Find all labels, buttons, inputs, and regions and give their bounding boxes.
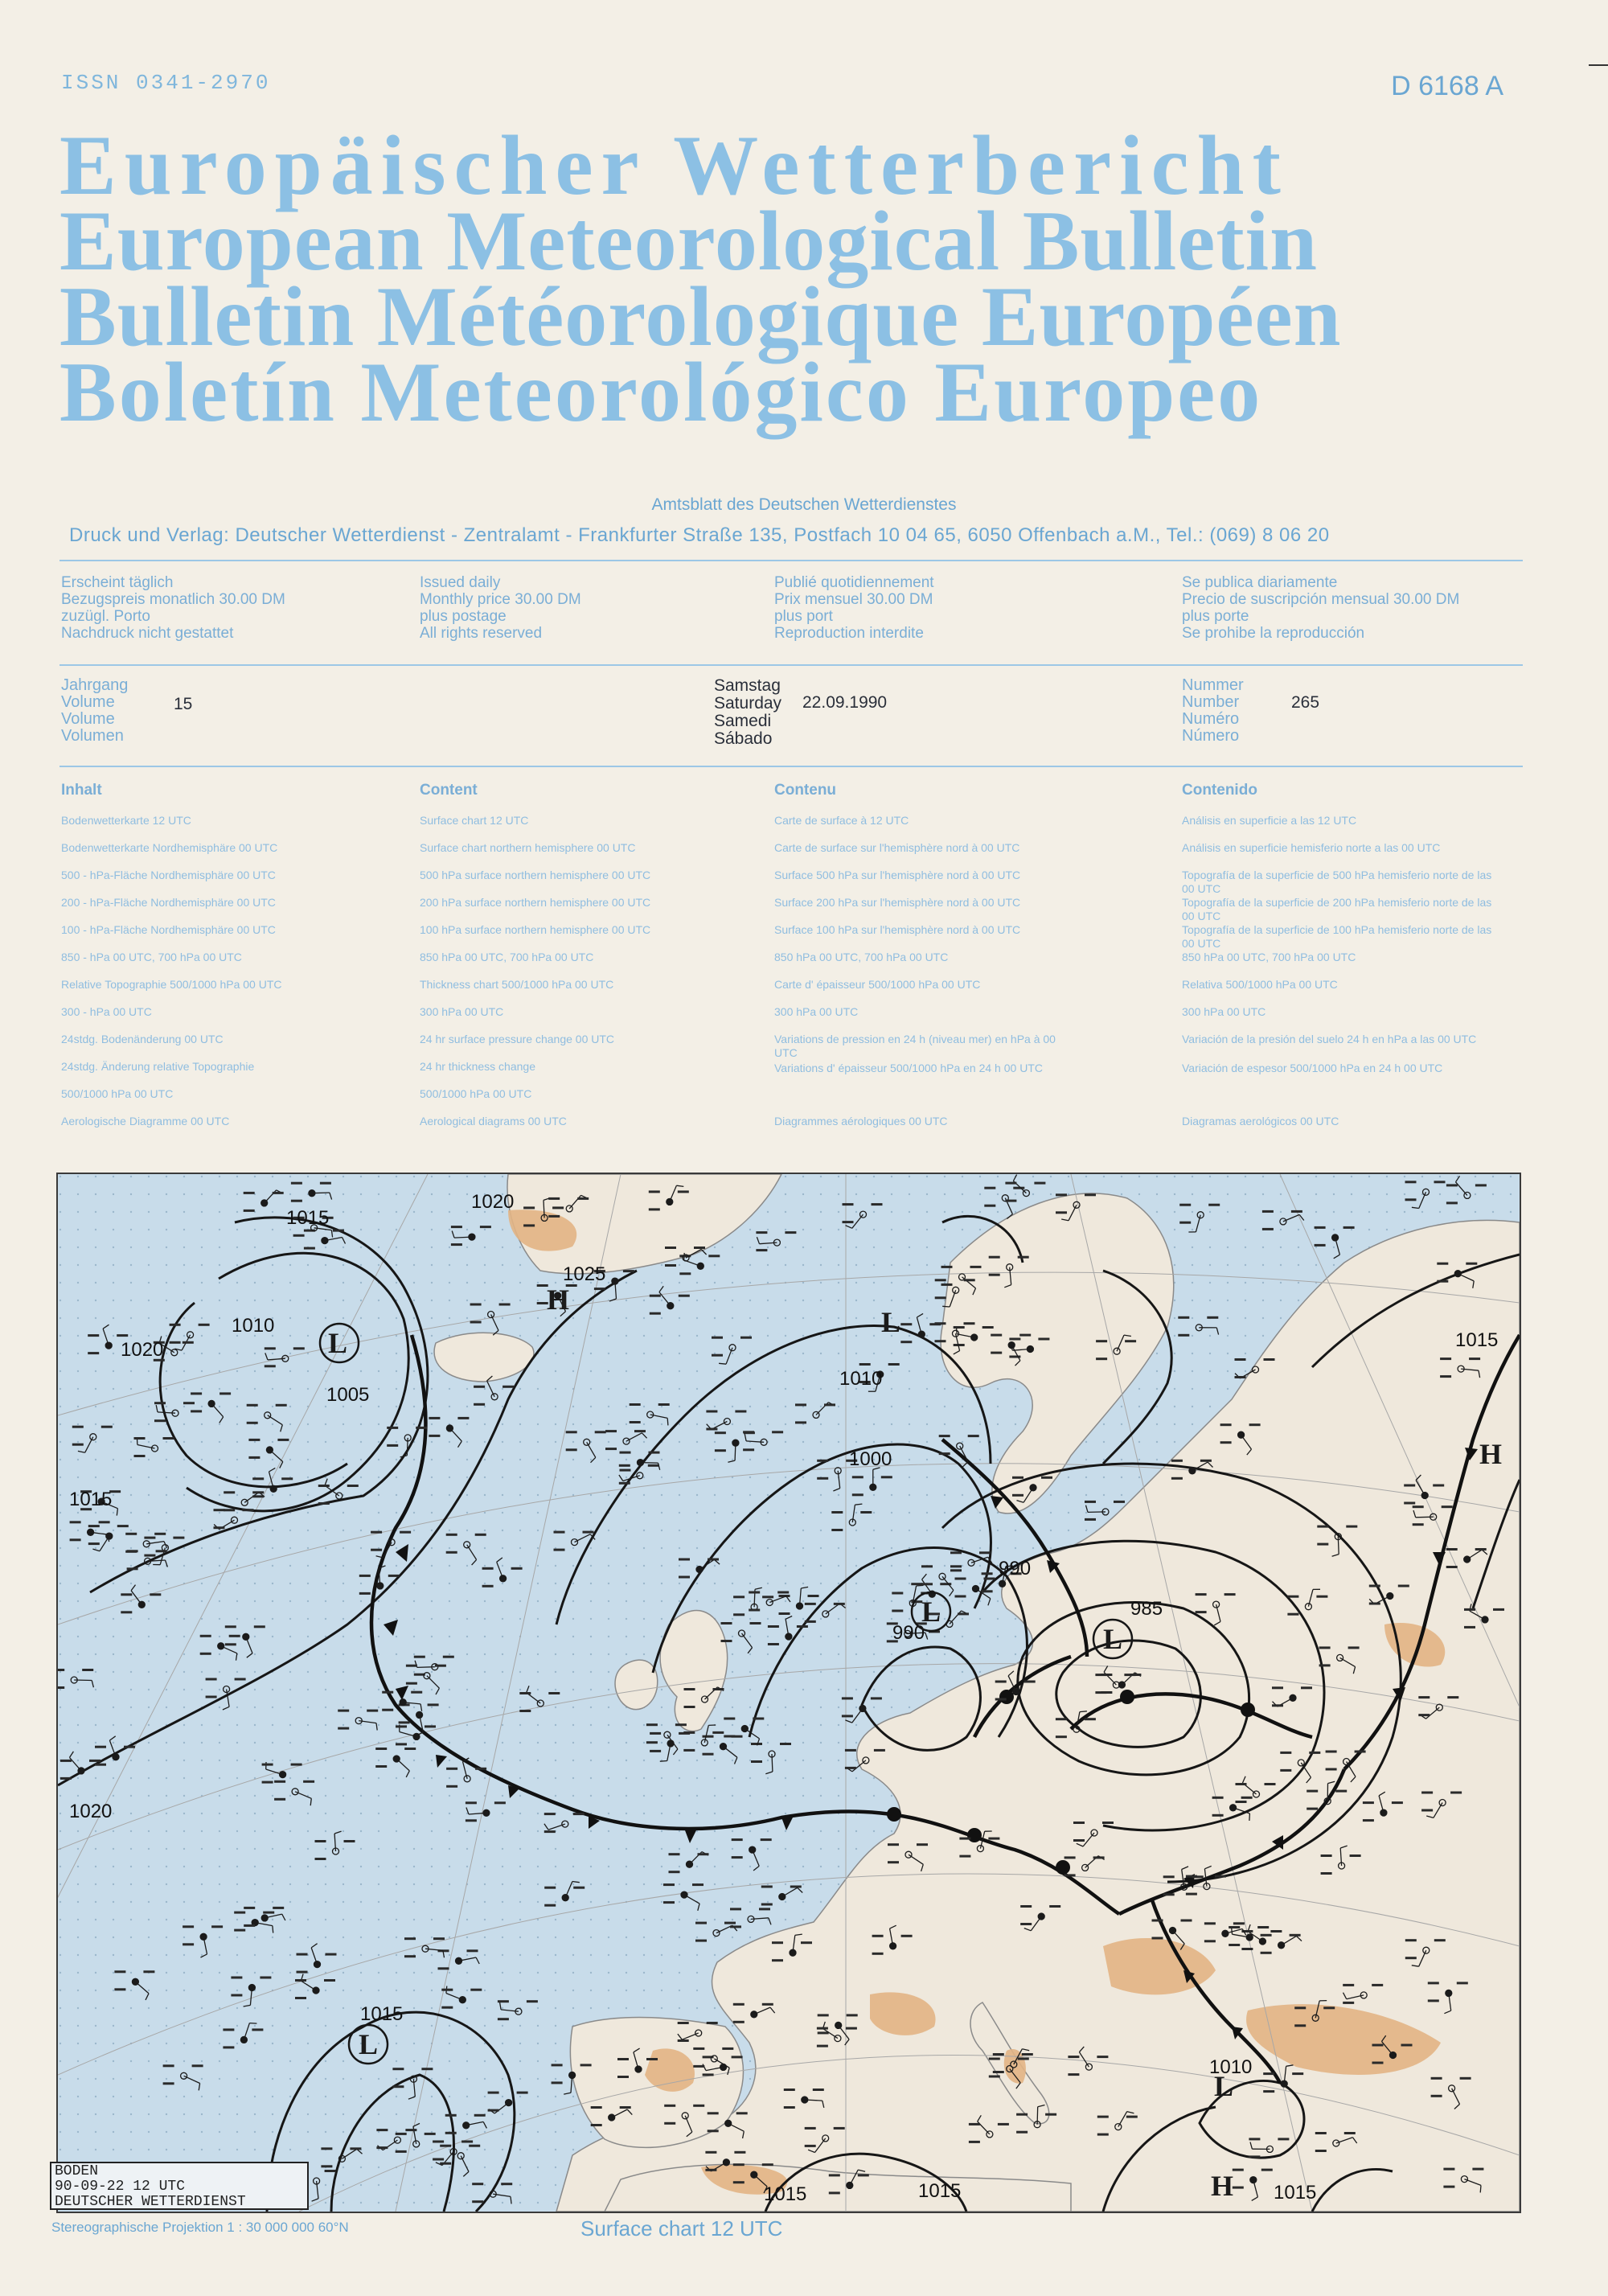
contents-item: Surface chart northern hemisphere 00 UTC [420,841,636,854]
contents-heading-fr: Contenu [774,782,837,799]
isobar-label: 1010 [232,1315,275,1337]
contents-item: Relativa 500/1000 hPa 00 UTC [1182,978,1338,991]
contents-item: 100 hPa surface northern hemisphere 00 UTC [420,923,651,936]
contents-item: Relative Topographie 500/1000 hPa 00 UTC [61,978,282,991]
contents-item: Diagrammes aérologiques 00 UTC [774,1115,948,1127]
issn: ISSN 0341-2970 [61,71,271,95]
subscription-fr: Publié quotidiennement Prix mensuel 30.00 DM plus port Reproduction interdite [774,574,934,642]
low-center: L [328,1327,348,1359]
isobar-label: 1005 [326,1384,370,1406]
contents-heading-de: Inhalt [61,782,102,799]
contents-item: Topografía de la superficie de 100 hPa hemisferio norte de las 00 UTC [1182,923,1492,950]
isobar-label: 990 [999,1558,1032,1579]
isobar-label: 1015 [360,2003,404,2025]
low-center: L [881,1306,901,1338]
publisher-line: Druck und Verlag: Deutscher Wetterdienst - Zentralamt - Frankfurter Straße 135, Postfach 10 04 65, 6050 Offenbach a.M., Tel.: (069) 8 06 20 [69,524,1330,546]
isobar-label: 1010 [1209,2056,1253,2078]
title-french: Bulletin Météorologique Européen [59,269,1342,363]
amtsblatt: Amtsblatt des Deutschen Wetterdienstes [651,495,957,514]
contents-item: 200 hPa surface northern hemisphere 00 UTC [420,896,651,909]
isobar-label: 1020 [69,1801,113,1822]
isobar-label: 1025 [563,1263,606,1285]
title-german: Europäischer Wetterbericht [59,118,1289,212]
header-top [61,71,1503,103]
contents-item: Bodenwetterkarte 12 UTC [61,814,191,827]
issue-number: 265 [1291,693,1320,712]
contents-item: Topografía de la superficie de 500 hPa hemisferio norte de las 00 UTC [1182,869,1492,895]
contents-item: Surface 200 hPa sur l'hemisphère nord à 00 UTC [774,896,1021,909]
contents-item: 100 - hPa-Fläche Nordhemisphäre 00 UTC [61,923,276,936]
isobar-label: 1015 [286,1207,330,1229]
contents-item: 24 hr surface pressure change 00 UTC [420,1033,615,1045]
contents-item: Variación de la presión del suelo 24 h en hPa a las 00 UTC [1182,1033,1477,1045]
volume-labels: Jahrgang Volume Volume Volumen [61,676,129,745]
contents-item: 300 hPa 00 UTC [1182,1005,1266,1018]
contents-item: 300 - hPa 00 UTC [61,1005,152,1018]
issue-date: 22.09.1990 [802,693,888,712]
contents-item: 500/1000 hPa 00 UTC [420,1087,532,1100]
isobar-label: 990 [892,1622,925,1644]
isobar-label: 1015 [1455,1329,1499,1351]
contents-item: Thickness chart 500/1000 hPa 00 UTC [420,978,614,991]
contents-item: Aerologische Diagramme 00 UTC [61,1115,230,1127]
contents-item: 200 - hPa-Fläche Nordhemisphäre 00 UTC [61,896,276,909]
contents-heading-es: Contenido [1182,782,1257,799]
publication-code: D 6168 A [1391,71,1503,101]
contents-item: Variations d' épaisseur 500/1000 hPa en 24 h 00 UTC [774,1062,1043,1074]
legend-line: DEUTSCHER WETTERDIENST [55,2194,246,2210]
chart-legend-box [50,2162,309,2210]
contents-item: Surface chart 12 UTC [420,814,529,827]
legend-line: BODEN [55,2163,99,2179]
contents-item: Surface 100 hPa sur l'hemisphère nord à 00 UTC [774,923,1021,936]
high-center: H [1479,1438,1503,1470]
divider [59,766,1523,767]
contents-item: 500/1000 hPa 00 UTC [61,1087,174,1100]
divider [59,560,1523,561]
contents-item: Variations de pression en 24 h (niveau mer) en hPa à 00 UTC [774,1033,1056,1059]
isobar-label: 1015 [1274,2182,1317,2204]
contents-item: Variación de espesor 500/1000 hPa en 24 h 00 UTC [1182,1062,1443,1074]
surface-chart [56,1173,1521,2213]
chart-caption: Surface chart 12 UTC [580,2216,783,2241]
contents-item: Bodenwetterkarte Nordhemisphäre 00 UTC [61,841,278,854]
low-center: L [921,1596,941,1628]
contents-item: 300 hPa 00 UTC [774,1005,859,1018]
contents-item: Carte de surface à 12 UTC [774,814,909,827]
projection-note: Stereographische Projektion 1 : 30 000 000 60°N [51,2220,349,2235]
title-block [59,118,1523,439]
low-center: L [1214,2070,1234,2102]
isobar-label: 1015 [69,1489,113,1510]
contents-heading-en: Content [420,782,478,799]
contents-item: Carte d' épaisseur 500/1000 hPa 00 UTC [774,978,981,991]
isobar-label: 1000 [849,1448,892,1470]
contents-item: Topografía de la superficie de 200 hPa hemisferio norte de las 00 UTC [1182,896,1492,922]
contents-item: Aerological diagrams 00 UTC [420,1115,567,1127]
contents-item: 850 hPa 00 UTC, 700 hPa 00 UTC [420,951,594,963]
isobar-label: 1020 [471,1191,515,1213]
volume-number: 15 [174,695,193,713]
number-labels: Nummer Number Numéro Número [1182,676,1244,745]
surface-chart-svg [58,1174,1520,2212]
isobar-label: 1015 [918,2180,962,2202]
isobar-label: 985 [1130,1598,1163,1620]
isobar-label: 1020 [121,1339,164,1361]
isobar-label: 1010 [839,1368,883,1390]
low-center: L [359,2028,379,2060]
high-center: H [1211,2170,1234,2202]
contents-item: Carte de surface sur l'hemisphère nord à 00 UTC [774,841,1020,854]
subscription-en: Issued daily Monthly price 30.00 DM plus postage All rights reserved [420,574,581,642]
contents-item: Diagramas aerológicos 00 UTC [1182,1115,1339,1127]
divider [59,664,1523,666]
subscription-es: Se publica diariamente Precio de suscripción mensual 30.00 DM plus porte Se prohibe la reproducción [1182,574,1460,642]
legend-line: 90-09-22 12 UTC [55,2179,186,2195]
contents-item: 24 hr thickness change [420,1060,535,1073]
ireland [615,1660,658,1710]
title-spanish: Boletín Meteorológico Europeo [59,345,1263,439]
contents-item: Surface 500 hPa sur l'hemisphère nord à 00 UTC [774,869,1021,881]
contents-item: 24stdg. Änderung relative Topographie [61,1060,255,1073]
contents-item: 300 hPa 00 UTC [420,1005,504,1018]
low-center: L [1103,1623,1123,1655]
title-english: European Meteorological Bulletin [59,194,1319,288]
edge-mark [1589,64,1608,66]
contents-item: 850 hPa 00 UTC, 700 hPa 00 UTC [1182,951,1356,963]
contents-item: Análisis en superficie hemisferio norte a las 00 UTC [1182,841,1441,854]
contents-item: 500 - hPa-Fläche Nordhemisphäre 00 UTC [61,869,276,881]
contents-item: Análisis en superficie a las 12 UTC [1182,814,1357,827]
isobar-label: 1015 [764,2183,807,2205]
contents-item: 850 hPa 00 UTC, 700 hPa 00 UTC [774,951,949,963]
contents-item: 850 - hPa 00 UTC, 700 hPa 00 UTC [61,951,242,963]
day-labels: Samstag Saturday Samedi Sábado [714,676,782,748]
high-center: H [547,1284,570,1316]
subscription-de: Erscheint täglich Bezugspreis monatlich 30.00 DM zuzügl. Porto Nachdruck nicht gestattet [61,574,285,642]
contents-item: 24stdg. Bodenänderung 00 UTC [61,1033,224,1045]
contents-item: 500 hPa surface northern hemisphere 00 UTC [420,869,651,881]
